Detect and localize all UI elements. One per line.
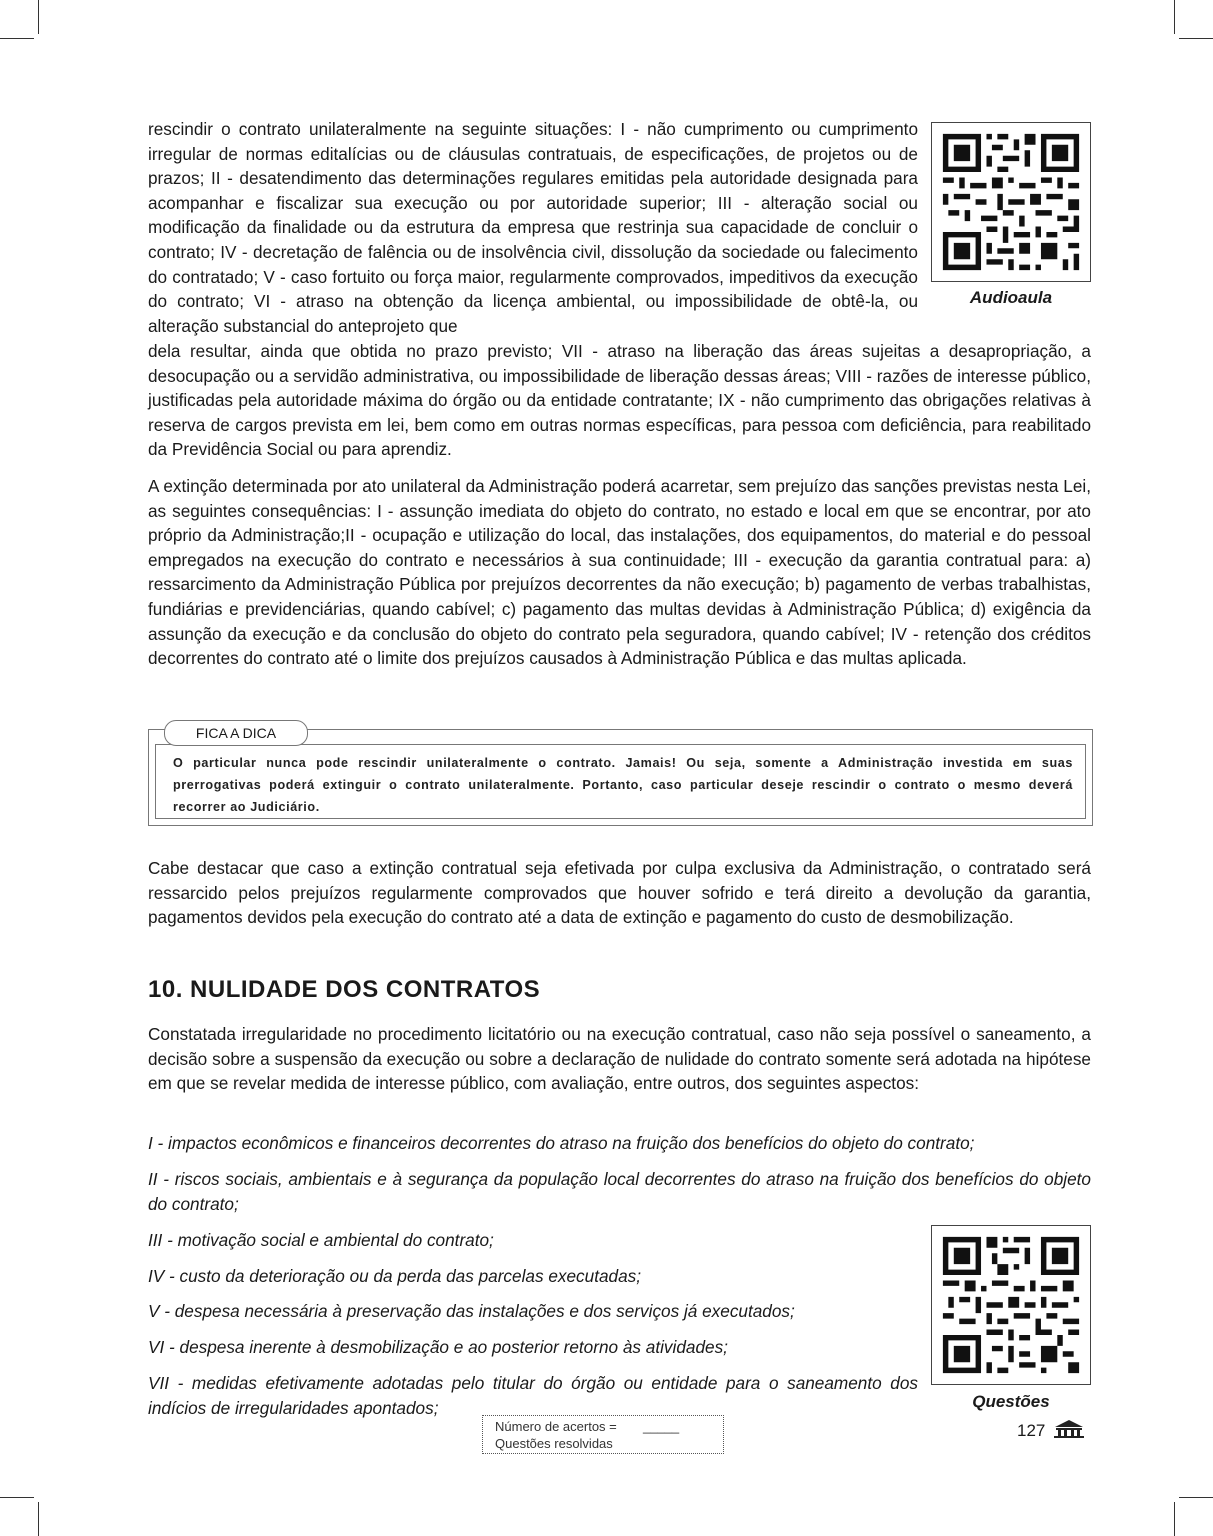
paragraph-nullity-intro: Constatada irregularidade no procedimento licitatório ou na execução contratual, caso não seja possível o saneamento, a decisão sobre a suspensão da execução ou sobre a declaração de nulidade do contrato somente será adotada na hipótese em que se revelar medida de interesse público, com avaliação, entre outros, dos seguintes aspectos:	[148, 1024, 1091, 1094]
list-item: V - despesa necessária à preservação das instalações e dos serviços já executados;	[148, 1301, 795, 1321]
tip-label: FICA A DICA	[164, 720, 308, 746]
score-resolved-label: Questões resolvidas	[495, 1436, 613, 1451]
qr-icon	[932, 123, 1090, 281]
crop-mark	[1174, 1502, 1175, 1536]
qr-icon	[932, 1226, 1090, 1384]
tip-text: O particular nunca pode rescindir unilateralmente o contrato. Jamais! Ou seja, somente a Administração investida em suas prerrogativas poderá extinguir o contrato unilateralmente. Portanto, caso particular deseje rescindir o contrato o mesmo deverá recorrer ao Judiciário.	[173, 756, 1073, 814]
crop-mark	[38, 0, 39, 34]
crop-mark	[1179, 1497, 1213, 1498]
crop-mark	[1174, 0, 1175, 34]
list-item: II - riscos sociais, ambientais e à segurança da população local decorrentes do atraso na fruição dos benefícios do objeto do contrato;	[148, 1169, 1091, 1214]
paragraph-rescission-causes: rescindir o contrato unilateralmente na seguinte situações: I - não cumprimento ou cumprimento irregular de normas editalícias ou de cláusulas contratuais, de especificações, de projetos ou de prazos; II - desatendimento das determinações regulares emitidas pela autoridade designada para acompanhar e fiscalizar sua execução ou por autoridade superior; III - alteração social ou modificação da finalidade ou da estrutura da empresa que restrinja sua capacidade de concluir o contrato; IV - decretação de falência ou de insolvência civil, dissolução da sociedade ou falecimento do contratado; V - caso fortuito ou força maior, regularmente comprovados, impeditivos da execução do contrato; VI - atraso na obtenção da licença ambiental, ou impossibilidade de obtê-la, ou alteração substancial do anteprojeto que	[148, 119, 918, 336]
score-blank[interactable]: _____	[643, 1419, 680, 1434]
qr-label-audioaula: Audioaula	[969, 288, 1053, 307]
paragraph-extinction-consequences: A extinção determinada por ato unilateral da Administração poderá acarretar, sem prejuízo das sanções previstas nesta Lei, as seguintes consequências: I - assunção imediata do objeto do contrato, no estado e local em que se encontrar, por ato próprio da Administração;II - ocupação e utilização do local, das instalações, dos equipamentos, do material e do pessoal empregados na execução do contrato e necessários à sua continuidade; III - execução da garantia contratual para: a) ressarcimento da Administração Pública por prejuízos decorrentes da não execução; b) pagamento de verbas trabalhistas, fundiárias e previdenciárias, quando cabível; c) pagamento das multas devidas à Administração Pública; d) exigência da assunção da execução e da conclusão do objeto do contrato pela seguradora, quando cabível; IV - retenção dos créditos decorrentes do contrato até o limite dos prejuízos causados à Administração Pública e das multas aplicada.	[148, 476, 1091, 669]
qr-code-questoes[interactable]	[931, 1225, 1091, 1385]
paragraph-administration-fault: Cabe destacar que caso a extinção contratual seja efetivada por culpa exclusiva da Administração, o contratado será ressarcido pelos prejuízos regularmente comprovados que houver sofrido e terá direito a devolução da garantia, pagamentos devidos pela execução do contrato até a data de extinção e pagamento do custo de desmobilização.	[148, 858, 1091, 928]
list-item: I - impactos econômicos e financeiros decorrentes do atraso na fruição dos benefícios do objeto do contrato;	[148, 1133, 975, 1153]
page-number: 127	[1017, 1421, 1046, 1440]
paragraph-rescission-causes-cont: dela resultar, ainda que obtida no prazo previsto; VII - atraso na liberação das áreas sujeitas a desapropriação, a desocupação ou a servidão administrativa, ou impossibilidade de liberação dessas áreas; VIII - razões de interesse público, justificadas pela autoridade máxima do órgão ou da entidade contratante; IX - não cumprimento das obrigações relativas à reserva de cargos prevista em lei, bem como em outras normas específicas, para pessoa com deficiência, para reabilitado da Previdência Social ou para aprendiz.	[148, 341, 1091, 460]
temple-logo-icon	[1053, 1419, 1085, 1439]
crop-mark	[0, 1497, 34, 1498]
score-hits-label: Número de acertos =	[495, 1419, 617, 1434]
list-item: III - motivação social e ambiental do contrato;	[148, 1230, 494, 1250]
list-item: VII - medidas efetivamente adotadas pelo titular do órgão ou entidade para o saneamento dos indícios de irregularidades apontados;	[148, 1373, 918, 1418]
qr-code-audioaula[interactable]	[931, 122, 1091, 282]
crop-mark	[0, 38, 34, 39]
list-item: IV - custo da deterioração ou da perda das parcelas executadas;	[148, 1266, 642, 1286]
score-box	[482, 1415, 724, 1454]
list-item: VI - despesa inerente à desmobilização e ao posterior retorno às atividades;	[148, 1337, 728, 1357]
crop-mark	[1179, 38, 1213, 39]
crop-mark	[38, 1502, 39, 1536]
section-heading: 10. NULIDADE DOS CONTRATOS	[148, 976, 541, 1003]
qr-label-questoes: Questões	[972, 1392, 1050, 1411]
